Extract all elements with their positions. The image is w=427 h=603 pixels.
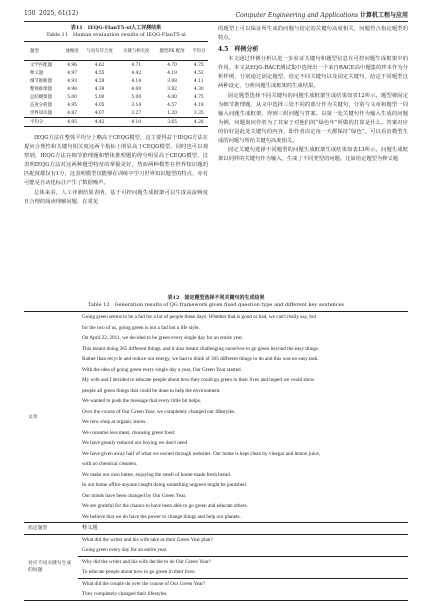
article-line: We believe that we do have the power to change things and help our planets. [82,513,241,520]
table-row [24,523,408,535]
body-paragraph: 总体来看，人工评测结果表明，基于可控问题生成框架可以生成高流畅度且合理的阅读理解问题，在常见 [24,189,208,205]
table-cell: 3.35 [193,110,204,116]
table-row [24,407,408,418]
table-row [24,375,408,386]
body-paragraph: 固定关键句选择不同题型的问题生成框架生成结果如表13所示。问题生成框架以同样的关键句作为输入，生成了不同类型的问题。比如给定题型为释义题 [218,147,408,163]
table-cell: 4.28 [190,118,208,127]
table-cell: 世界知识题 [30,110,52,116]
table-cell: 文学匹配题 [30,62,52,68]
table-cell: 4.70 [167,62,177,68]
table-row [24,396,408,407]
header-rule [24,21,408,22]
table-row [24,438,408,449]
table-row [24,417,408,428]
table-cell: 4.11 [193,78,204,84]
question-type-value: 释义题 [82,525,98,531]
table-row [24,312,408,323]
volume-issue: 2025, 61(12) [39,10,79,17]
table-cell: 3.08 [167,78,177,84]
article-label: 文章 [28,414,38,420]
journal-title-cn: 计算机工程与应用 [359,12,408,19]
table-cell: 4.05 [94,102,105,108]
page-number: 150 [24,10,36,17]
article-line: On April 22, 2011, we decided to be green every single day for an entire year. [82,335,244,341]
table12-block [24,295,408,601]
table-row [24,61,208,70]
table11-header-cell: 流畅度 [63,42,81,61]
table-cell: 4.75 [193,94,204,100]
table-cell: 4.53 [193,70,204,76]
generated-answer: Going green every day for an entire year. [82,547,168,553]
table-cell: 4.30 [193,86,204,92]
table-row [24,344,408,355]
journal-title-en: Computer Engineering and Applications [235,12,359,19]
article-line: We wanted to push the message that every little bit helps. [82,398,202,404]
table-cell: 4.97 [67,70,77,76]
article-line: Over the course of Our Green Year, we completely changed our lifestyles. [82,408,236,415]
generated-qa-label: 对应不同关键句生成的问题 [28,561,72,573]
table-row [24,365,408,376]
table-cell: 细节推断题 [30,78,52,84]
table-cell: 4.42 [131,70,142,76]
table-cell: 4.71 [131,62,142,68]
table-row [24,85,208,93]
table-cell: 5.00 [94,94,105,100]
table11-header-cell: 平均分 [190,42,208,61]
table11-caption-cn: 表11 IEQG-FlanT5-xl人工评测结果 [70,25,162,31]
table-row [24,77,208,85]
table-cell: 3.65 [155,118,190,127]
table-cell: 4.62 [94,62,105,68]
table-cell: 4.87 [67,110,77,116]
table-row [24,109,208,118]
table-cell: 总结概要题 [30,94,52,100]
journal-title [235,10,408,19]
article-line: We have given away half of what we owned through websites. Our home is kept clean by vinegar and lemon juice, [82,450,321,457]
table-row [24,459,408,470]
table-cell: 平均分 [24,118,63,127]
table-cell: 4.39 [94,86,105,92]
generated-answer: To educate people about how to go green in their lives. [82,569,196,575]
table11-header-cell: 题型 [24,42,63,61]
table-row [24,567,408,578]
article-line: Rather than recycle and reduce our energy, we had to think of 365 different things to do and this was no easy task. [82,356,319,362]
article-line: with no chemical cleaners. [82,461,138,467]
table-row [24,323,408,334]
table-row [24,589,408,600]
article-line: for the two of us, going green is not a fad but a life style. [82,324,200,331]
table11-header-cell: 关键与相关度 [118,42,155,61]
table-cell: 4.96 [67,62,77,68]
left-column [24,25,208,207]
table-cell: 5.00 [131,94,142,100]
article-line: We consume less meat, choosing green food. [82,429,176,436]
generated-question: What did the couple do over the course of Our Green Year? [82,580,206,587]
table11-header-cell: 题型PK 配度 [155,42,190,61]
article-line: This meant doing 365 different things, and it also meant challenging ourselves to go green beyond the easy things. [82,345,320,352]
table-cell: 4.14 [131,78,142,84]
table-row [24,101,208,109]
section-heading: 4.5 样例分析 [218,46,259,54]
table-row [24,69,208,77]
table-row [24,93,208,101]
table-cell: 整体推理题 [30,86,52,92]
article-line: With the idea of going green every single day a year, Our Green Year started. [82,366,242,373]
table-cell: 1.20 [167,110,177,116]
table-row [24,578,408,589]
right-column [218,25,408,164]
table-row [24,333,408,344]
article-line: people all green things that could be done to help the environment. [82,387,221,394]
table-cell: 4.07 [94,110,105,116]
generated-answer: They completely changed their lifestyles. [82,591,168,597]
table-row [24,491,408,502]
table-cell: 4.57 [167,102,177,108]
table-row [24,556,408,567]
table-row [24,512,408,523]
table-row [24,354,408,365]
table-cell: 4.28 [94,78,105,84]
running-header [24,10,408,20]
article-line: We have greatly reduced our buying we don't need [82,440,188,446]
article-line: We are grateful for the chance to have been able to go green and educate others. [82,503,248,509]
table-row [24,534,408,545]
article-line: We now shop at organic stores. [82,419,147,425]
table12 [24,311,408,601]
table11 [24,41,208,127]
article-line: In our home office anyone caught doing something ungreen might be punished. [82,482,248,488]
article-line: Going green seems to be a fad for a lot of people these days. Whether that is good or bad, we can't really say, but [82,314,317,320]
table-row [24,470,408,481]
table-cell: 4.95 [63,118,81,127]
table-cell: 3.27 [131,110,142,116]
table11-header-cell: 与问句符合度 [81,42,118,61]
table-cell: 4.00 [131,86,142,92]
table-cell: 4.10 [118,118,155,127]
table-cell: 4.55 [94,70,105,76]
article-line: My wife and I decided to educate people about how they could go green in their lives and hoped we could show [82,377,315,383]
table11-caption-en: Table 11 Human evaluation results of IEQG-FlanT5-xl [46,32,186,38]
table-row-average [24,118,208,127]
table12-caption-cn: 表12 固定题型选择不同关键句的生成结果 [167,295,265,301]
table-cell: 4.93 [67,78,77,84]
table-row [24,386,408,397]
generated-question: Why did the writer and his wife decide to do Our Green Year? [82,558,211,565]
body-paragraph: IEQG方法在整体平均分上略高于CEQG模型，这主要得益于IEQG方法在提问合理性和关键句相关度这两个指标上明显高于CEQG模型。同时也可以观察到，IEQG方法在细节推理题和整体推理题的得分明显高于CEQG模型，这表明IEQG方法对这两种题型特征的掌握更好。然而两种模型在世界知识题的匹配度都仅有1分，这表明模型仅能够在训练中学习世界知识题型的特点，亦有可能是自动化标注产生了数据噪声。 [24,135,208,187]
body-paragraph: 固定题型选择不同关键句的问题生成框架生成结果如表12所示。题型被固定为细节推理题，从文中选择三处不同的部分作为关键句，分别与文章和题型一同输入问题生成框架，得到三组问题与答案。以第一处关键句作为输入生成的问题为例，问题询问作者为了其家子对他们的“绿色年”所做的打算是什么。答案对应的恰好是此处关键句的内容，即作者决定每一天都保持“绿色”。可以看出模型生成的问题与所给关键句高度相关。 [218,92,408,145]
article-line: Our minds have been changed by Our Green Year. [82,492,187,499]
table-cell: 4.75 [193,62,204,68]
table-row [24,480,408,491]
table-row [24,428,408,439]
question-type-label: 指定题型 [28,525,48,531]
table-cell: 4.00 [167,94,177,100]
table-cell: 4.42 [81,118,118,127]
table-cell: 5.00 [67,94,77,100]
table-row [24,501,408,512]
table-cell: 4.18 [193,102,204,108]
table-row [24,545,408,556]
body-paragraph: 的题型上可以保证所生成的问题与给定的关键句高度相关，问题符合指定题型的特点。 [218,26,408,42]
table-cell: 态度分析题 [30,102,52,108]
article-line: We make our own butter, enjoying the smell of home-made fresh bread. [82,471,232,478]
generated-question: What did the writer and his wife take as their Green Year plan? [82,536,213,543]
table-cell: 3.82 [167,86,177,92]
table-cell: 释义题 [30,70,44,76]
table12-caption-en: Table 12 Generation results of QG framework given fixed question type and different key sentences [87,302,345,308]
table-row [24,449,408,460]
table-cell: 4.98 [67,86,77,92]
body-paragraph: 本文通过样例分析以进一步验证关键句和题型信息在可控问题生成框架中的作用。本文从EQG-RACE测试集中选择出一个来自RACE高中题集的样本作为分析样例，分别通过固定题型、给定不同关键句以及固定关键句、给定不同题型这两种设定，分析问题生成框架的生成结果。 [218,56,408,90]
table-cell: 4.95 [67,102,77,108]
table-cell: 3.14 [131,102,142,108]
table11-header-row [24,42,208,61]
table-cell: 4.19 [167,70,177,76]
